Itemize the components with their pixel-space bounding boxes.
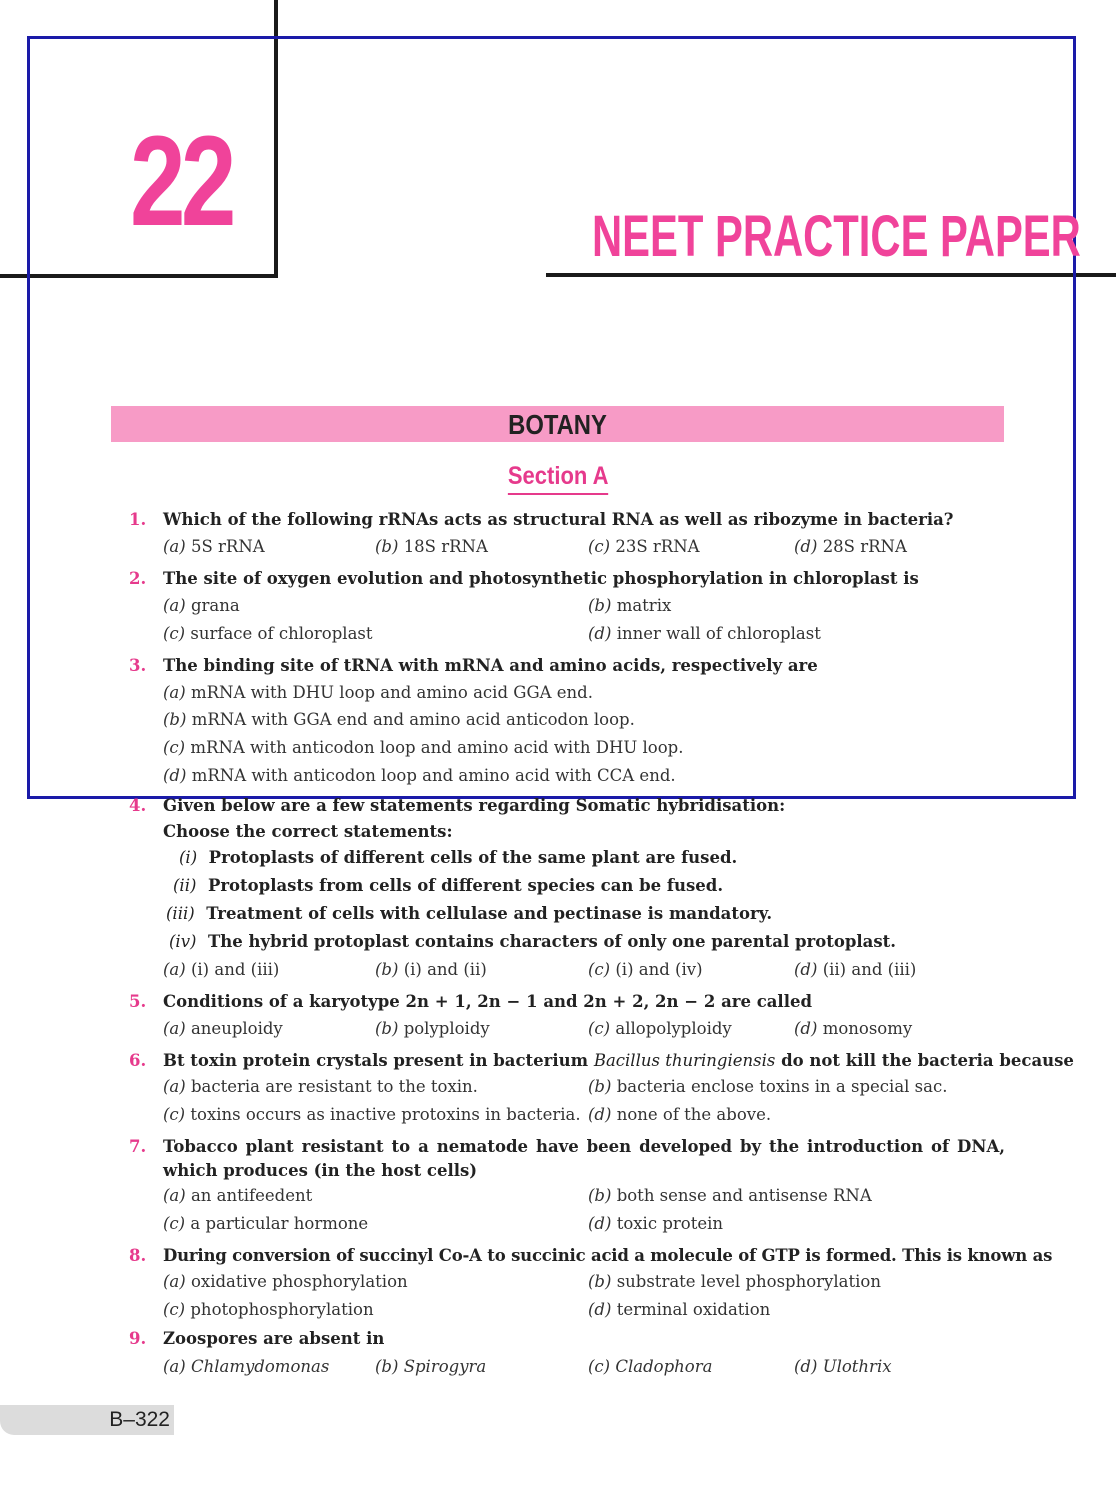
option: (d) mRNA with anticodon loop and amino acid with CCA end. <box>163 766 676 785</box>
page-title: NEET PRACTICE PAPER <box>592 204 1081 269</box>
subject-title: BOTANY <box>508 409 607 440</box>
question-text: Bt toxin protein crystals present in bacterium Bacillus thuringiensis do not kill the bacteria because <box>163 1051 1074 1070</box>
option: (b) Spirogyra <box>375 1357 487 1376</box>
option: (b) matrix <box>588 596 672 615</box>
option: (d) none of the above. <box>588 1105 772 1124</box>
chapter-number: 22 <box>130 110 232 253</box>
option: (d) (ii) and (iii) <box>794 960 917 979</box>
option: (c) toxins occurs as inactive protoxins in bacteria. <box>163 1105 581 1124</box>
question-number: 3. <box>129 656 147 675</box>
option: (c) a particular hormone <box>163 1214 369 1233</box>
question-text: Given below are a few statements regarding Somatic hybridisation: <box>163 796 786 815</box>
question-text: During conversion of succinyl Co-A to succinic acid a molecule of GTP is formed. This is known as <box>163 1246 1053 1265</box>
option: (b) mRNA with GGA end and amino acid anticodon loop. <box>163 710 635 729</box>
option: (c) photophosphorylation <box>163 1300 374 1319</box>
option: (b) 18S rRNA <box>375 537 488 556</box>
option: (b) substrate level phosphorylation <box>588 1272 881 1291</box>
option: (a) oxidative phosphorylation <box>163 1272 408 1291</box>
option: (a) Chlamydomonas <box>163 1357 330 1376</box>
option: (a) an antifeedent <box>163 1186 313 1205</box>
section-title: Section A <box>508 462 609 495</box>
question-number: 7. <box>129 1137 147 1156</box>
option: (c) surface of chloroplast <box>163 624 373 643</box>
question-number: 5. <box>129 992 147 1011</box>
option: (b) polyploidy <box>375 1019 490 1038</box>
question-text: Zoospores are absent in <box>163 1329 385 1348</box>
option: (b) both sense and antisense RNA <box>588 1186 872 1205</box>
option: (c) 23S rRNA <box>588 537 700 556</box>
question-number: 9. <box>129 1329 147 1348</box>
option: (c) (i) and (iv) <box>588 960 703 979</box>
question-number: 6. <box>129 1051 147 1070</box>
question-text: The site of oxygen evolution and photosynthetic phosphorylation in chloroplast is <box>163 569 919 588</box>
option: (c) Cladophora <box>588 1357 713 1376</box>
question-number: 1. <box>129 510 147 529</box>
option: (d) toxic protein <box>588 1214 724 1233</box>
section-heading <box>0 462 1116 495</box>
option: (c) mRNA with anticodon loop and amino acid with DHU loop. <box>163 738 684 757</box>
page-number-tab <box>0 1405 174 1435</box>
statement: (ii) Protoplasts from cells of different species can be fused. <box>173 876 724 895</box>
statement: (iv) The hybrid protoplast contains characters of only one parental protoplast. <box>169 932 896 951</box>
option: (b) bacteria enclose toxins in a special sac. <box>588 1077 948 1096</box>
question-number: 8. <box>129 1246 147 1265</box>
question-text: Tobacco plant resistant to a nematode have been developed by the introduction of DNA, which produces (in the host cells) <box>163 1137 1005 1180</box>
option: (a) (i) and (iii) <box>163 960 280 979</box>
option: (d) Ulothrix <box>794 1357 892 1376</box>
option: (d) inner wall of chloroplast <box>588 624 821 643</box>
statement: (i) Protoplasts of different cells of the same plant are fused. <box>179 848 738 867</box>
statement: (iii) Treatment of cells with cellulase and pectinase is mandatory. <box>166 904 773 923</box>
option: (b) (i) and (ii) <box>375 960 487 979</box>
option: (d) 28S rRNA <box>794 537 907 556</box>
option: (a) bacteria are resistant to the toxin. <box>163 1077 478 1096</box>
question-text: Conditions of a karyotype 2n + 1, 2n − 1 and 2n + 2, 2n − 2 are called <box>163 992 813 1011</box>
question-number: 4. <box>129 796 147 815</box>
option: (d) terminal oxidation <box>588 1300 771 1319</box>
option: (c) allopolyploidy <box>588 1019 732 1038</box>
option: (a) aneuploidy <box>163 1019 283 1038</box>
question-number: 2. <box>129 569 147 588</box>
option: (a) grana <box>163 596 240 615</box>
subject-band <box>111 406 1004 442</box>
question-text: The binding site of tRNA with mRNA and amino acids, respectively are <box>163 656 818 675</box>
question-subtext: Choose the correct statements: <box>163 822 453 841</box>
question-text: Which of the following rRNAs acts as structural RNA as well as ribozyme in bacteria? <box>163 510 954 529</box>
page-number: B–322 <box>109 1408 170 1431</box>
option: (a) mRNA with DHU loop and amino acid GGA end. <box>163 683 593 702</box>
option: (a) 5S rRNA <box>163 537 265 556</box>
option: (d) monosomy <box>794 1019 913 1038</box>
